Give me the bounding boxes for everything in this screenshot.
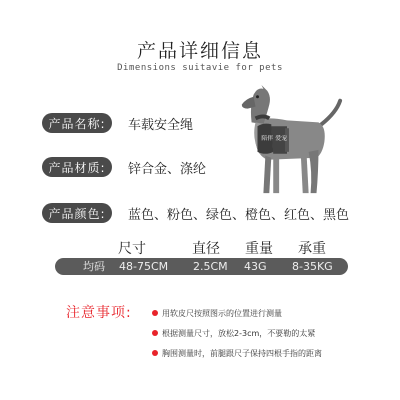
info-label-color: 产品颜色:	[42, 203, 112, 223]
spec-header-weight: 重量	[245, 241, 273, 257]
note-item	[152, 306, 282, 320]
page-subtitle: Dimensions suitavie for pets	[117, 63, 283, 73]
harness-text-left: 陪伴	[261, 136, 274, 143]
info-value-name: 车载安全绳	[128, 117, 194, 133]
note-text: 胸围测量时，前腿跟尺子保持四根手指的距离	[162, 348, 322, 358]
note-item	[152, 346, 322, 360]
spec-value-bar	[55, 258, 348, 275]
spec-value-size: 48-75CM	[119, 260, 169, 273]
spec-value-load: 8-35KG	[292, 260, 333, 273]
info-label-name: 产品名称:	[42, 113, 112, 133]
page-title: 产品详细信息	[136, 40, 263, 62]
note-text: 用软皮尺按照图示的位置进行测量	[162, 308, 282, 318]
info-value-material: 锌合金、涤纶	[128, 161, 207, 177]
bullet-icon	[152, 310, 158, 316]
bullet-icon	[152, 330, 158, 336]
info-row-material	[42, 156, 206, 178]
spec-header-load: 承重	[298, 241, 326, 257]
note-text: 根据测量尺寸，放松2-3cm，不要勒的太紧	[162, 328, 316, 338]
info-label-material: 产品材质:	[42, 157, 112, 177]
spec-row-label: 均码	[83, 260, 105, 273]
spec-value-diameter: 2.5CM	[193, 260, 228, 273]
info-value-color: 蓝色、粉色、绿色、橙色、红色、黑色	[128, 207, 350, 223]
note-item	[152, 326, 315, 340]
info-row-name	[42, 112, 193, 134]
bullet-icon	[152, 350, 158, 356]
spec-header-size: 尺寸	[118, 241, 146, 257]
dog-with-harness-illustration	[228, 82, 346, 202]
spec-header-row	[0, 238, 400, 256]
harness-text-right: 爱宠	[275, 136, 287, 143]
spec-header-diameter: 直径	[192, 241, 220, 257]
info-row-color	[42, 202, 349, 224]
spec-value-weight: 43G	[244, 260, 267, 273]
notes-title: 注意事项:	[66, 305, 132, 321]
